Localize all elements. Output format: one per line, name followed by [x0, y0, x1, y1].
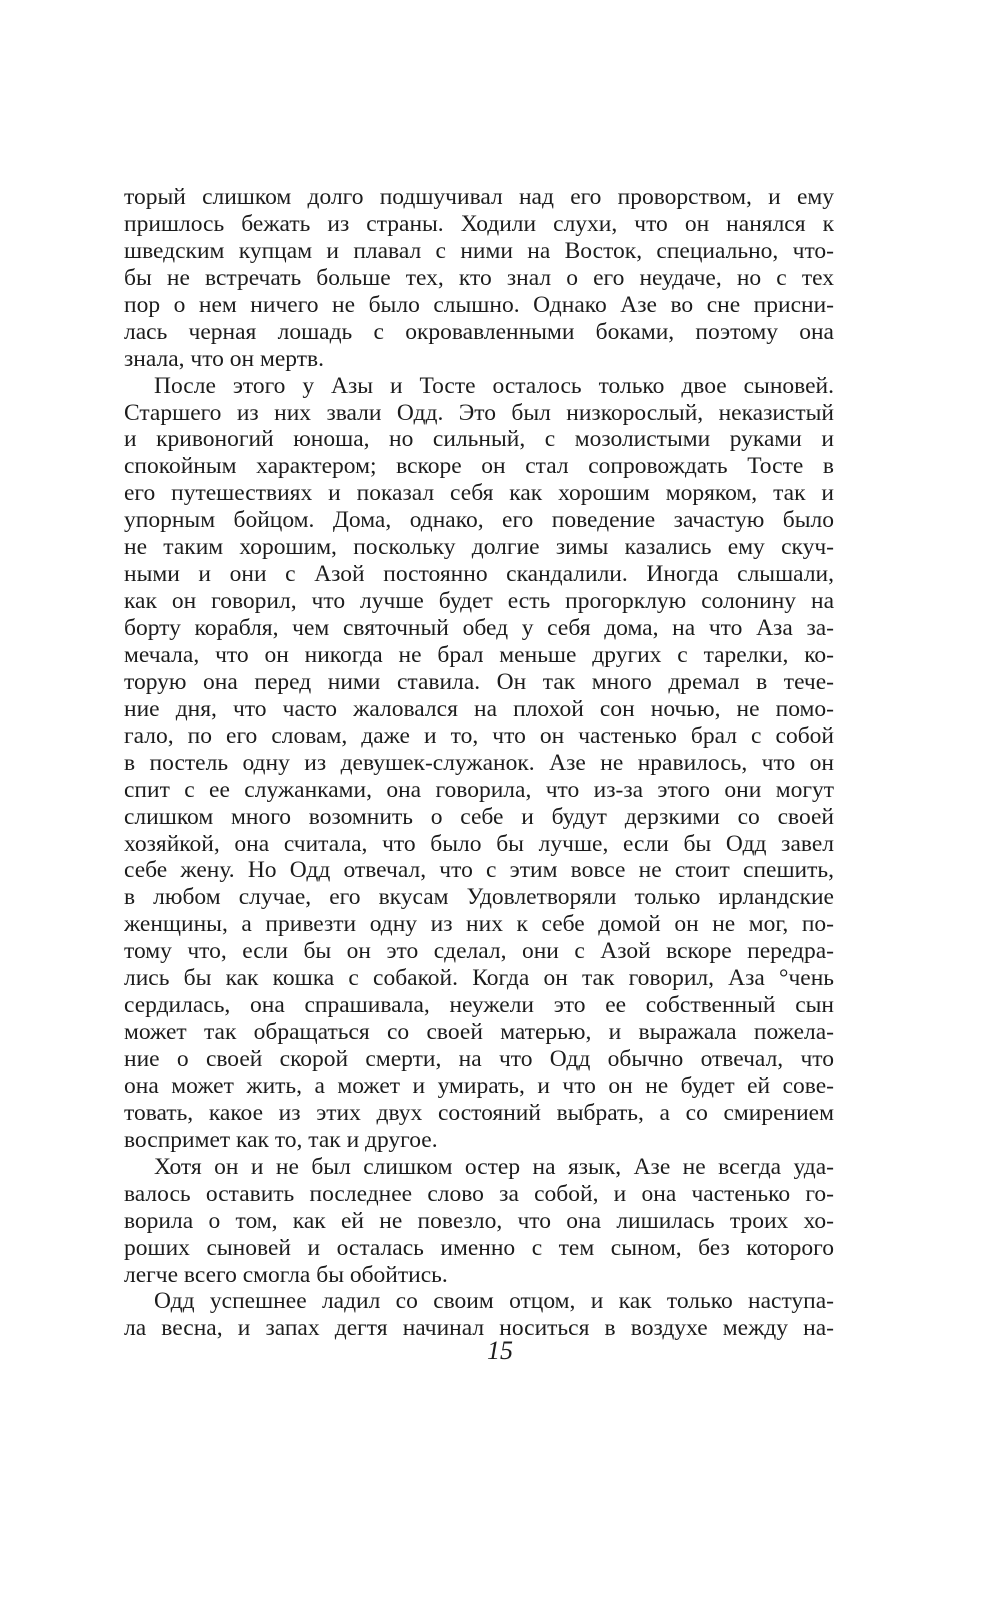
text-line: После этого у Азы и Тосте осталось только двое сыновей. — [154, 372, 834, 399]
body-text — [124, 184, 834, 1342]
text-line: в постель одну из девушек-служанок. Азе не нравилось, что он — [124, 749, 834, 776]
text-line: его путешествиях и показал себя как хорошим моряком, так и — [124, 480, 834, 507]
text-line: спокойным характером; вскоре он стал сопровождать Тосте в — [124, 453, 834, 480]
text-line: Старшего из них звали Одд. Это был низкорослый, неказистый — [124, 399, 834, 426]
text-line: валось оставить последнее слово за собой, и она частенько го- — [124, 1180, 834, 1207]
text-line: она может жить, а может и умирать, и что он не будет ей сове- — [124, 1072, 834, 1099]
text-line: легче всего смогла бы обойтись. — [124, 1261, 448, 1288]
page-number: 15 — [487, 1336, 513, 1365]
text-line: лась черная лошадь с окровавленными боками, поэтому она — [124, 318, 834, 345]
text-line: спит с ее служанками, она говорила, что из-за этого они могут — [124, 776, 834, 803]
text-line: Хотя он и не был слишком остер на язык, Азе не всегда уда- — [154, 1153, 834, 1180]
text-line: тому что, если бы он это сделал, они с Азой вскоре передра- — [124, 938, 834, 965]
text-line: упорным бойцом. Дома, однако, его поведение зачастую было — [124, 507, 834, 534]
text-line: воспримет как то, так и другое. — [124, 1126, 438, 1153]
text-line: себе жену. Но Одд отвечал, что с этим вовсе не стоит спешить, — [124, 857, 834, 884]
text-line: ными и они с Азой постоянно скандалили. Иногда слышали, — [124, 561, 834, 588]
text-line: пришлось бежать из страны. Ходили слухи, что он нанялся к — [124, 210, 834, 237]
text-line: и кривоногий юноша, но сильный, с мозолистыми руками и — [124, 426, 834, 453]
text-line: в любом случае, его вкусам Удовлетворяли только ирландские — [124, 884, 834, 911]
text-line: гало, по его словам, даже и то, что он частенько брал с собой — [124, 722, 834, 749]
text-line: ла весна, и запах дегтя начинал носиться в воздухе между на- — [124, 1315, 834, 1342]
text-line: Одд успешнее ладил со своим отцом, и как только наступа- — [154, 1288, 834, 1315]
text-line: ние дня, что часто жаловался на плохой сон ночью, не помо- — [124, 695, 834, 722]
text-line: может так обращаться со своей матерью, и выражала пожела- — [124, 1019, 834, 1046]
text-line: как он говорил, что лучше будет есть прогорклую солонину на — [124, 588, 834, 615]
text-line: борту корабля, чем святочный обед у себя дома, на что Аза за- — [124, 615, 834, 641]
text-line: лись бы как кошка с собакой. Когда он так говорил, Аза °чень — [124, 965, 834, 992]
text-line: слишком много возомнить о себе и будут дерзкими со своей — [124, 803, 834, 830]
text-line: хозяйкой, она считала, что было бы лучше, если бы Одд завел — [124, 830, 834, 857]
text-line: товать, какое из этих двух состояний выбрать, а со смирением — [124, 1099, 834, 1126]
text-line: роших сыновей и осталась именно с тем сыном, без которого — [124, 1234, 834, 1261]
text-line: шведским купцам и плавал с ними на Восток, специально, что- — [124, 237, 834, 264]
paragraph — [124, 1154, 834, 1289]
text-line: торую она перед ними ставила. Он так много дремал в тече- — [124, 668, 834, 695]
paragraph — [124, 184, 834, 373]
text-line: бы не встречать больше тех, кто знал о его неудаче, но с тех — [124, 264, 834, 291]
text-line: торый слишком долго подшучивал над его проворством, и ему — [124, 184, 834, 210]
text-line: женщины, а привезти одну из них к себе домой он не мог, по- — [124, 911, 834, 938]
text-line: пор о нем ничего не было слышно. Однако Азе во сне присни- — [124, 291, 834, 318]
text-line: знала, что он мертв. — [124, 345, 324, 372]
text-line: ние о своей скорой смерти, на что Одд обычно отвечал, что — [124, 1046, 834, 1072]
text-line: ворила о том, как ей не повезло, что она лишилась троих хо- — [124, 1207, 834, 1234]
text-line: сердилась, она спрашивала, неужели это ее собственный сын — [124, 992, 834, 1019]
text-line: мечала, что он никогда не брал меньше других с тарелки, ко- — [124, 641, 834, 668]
paragraph — [124, 373, 834, 1154]
text-line: не таким хорошим, поскольку долгие зимы казались ему скуч- — [124, 534, 834, 561]
paragraph — [124, 1288, 834, 1342]
